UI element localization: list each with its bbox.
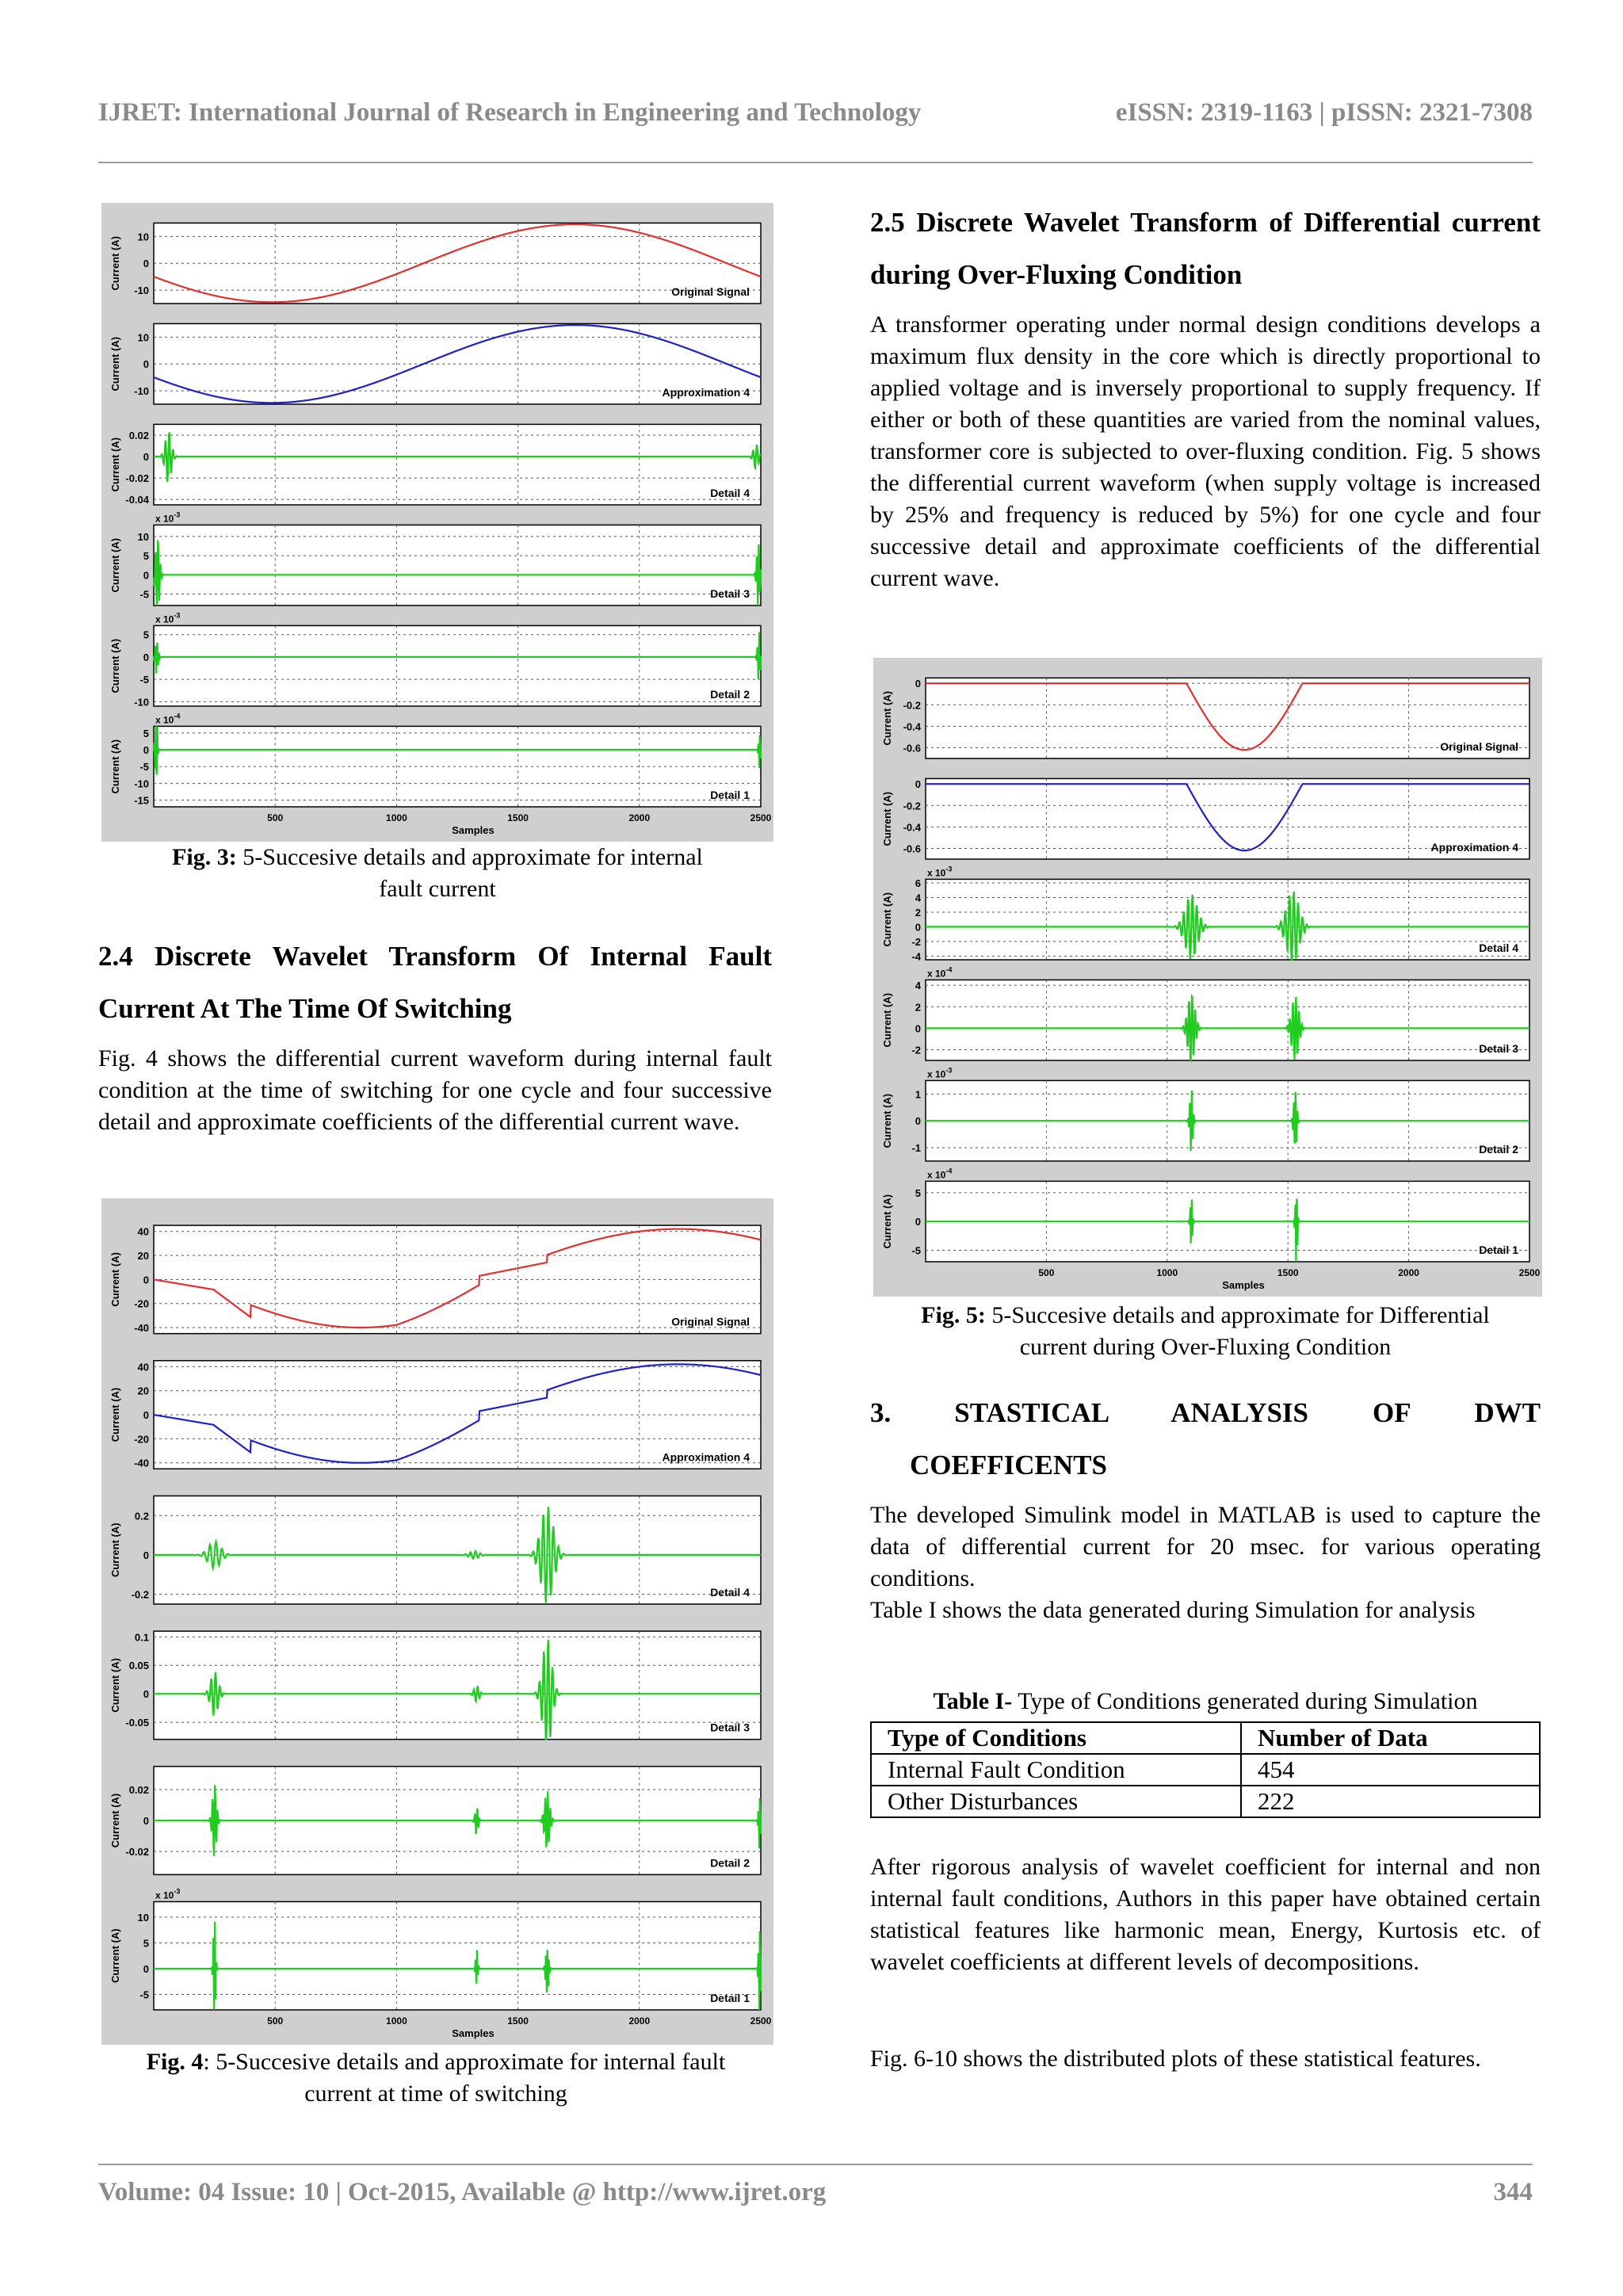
y-tick-label: 0 bbox=[915, 921, 921, 934]
y-tick-label: -10 bbox=[134, 285, 149, 297]
y-axis-label: Current (A) bbox=[109, 1928, 121, 1984]
subplot-5 bbox=[109, 1767, 761, 1875]
y-axis-label: Current (A) bbox=[881, 992, 893, 1048]
y-tick-label: 40 bbox=[137, 1225, 149, 1238]
table-cell: 222 bbox=[1241, 1786, 1540, 1817]
subplot-5 bbox=[109, 611, 761, 708]
y-tick-label: 2 bbox=[915, 1001, 921, 1014]
table-row bbox=[871, 1786, 1540, 1817]
y-tick-label: -2 bbox=[911, 1044, 921, 1056]
fig3-caption-line1: 5-Succesive details and approximate for internal bbox=[236, 844, 703, 870]
table-header-cell: Type of Conditions bbox=[871, 1722, 1241, 1754]
x-tick-label: 2000 bbox=[1398, 1267, 1419, 1278]
section-3-para-1: The developed Simulink model in MATLAB is used to capture the data of differential current for 20 msec. for various operating conditions. bbox=[870, 1502, 1541, 1591]
y-tick-label: 0 bbox=[915, 1115, 921, 1128]
x-tick-label: 2500 bbox=[1518, 1267, 1541, 1278]
y-tick-label: -10 bbox=[134, 777, 149, 790]
panel-label: Approximation 4 bbox=[662, 386, 750, 399]
section-3-para-3: After rigorous analysis of wavelet coefficient for internal and non internal fault conditions, Authors in this paper have obtained certain statistical features like harmonic mean, Energy, Kurtosis etc. of wavelet coefficients at different levels of decompositions. bbox=[870, 1854, 1541, 1975]
section-3-para-4: Fig. 6-10 shows the distributed plots of these statistical features. bbox=[870, 2046, 1481, 2072]
y-tick-label: -20 bbox=[134, 1433, 149, 1446]
y-axis-label: Current (A) bbox=[881, 1194, 893, 1249]
scale-exponent: -3 bbox=[174, 510, 181, 519]
y-tick-label: -2 bbox=[911, 935, 921, 948]
subplot-3 bbox=[109, 424, 761, 506]
scale-factor: x $10^{-4}$ bbox=[927, 965, 953, 980]
y-tick-label: 5 bbox=[143, 550, 149, 563]
panel-label: Detail 3 bbox=[710, 587, 750, 600]
y-tick-label: 6 bbox=[915, 877, 921, 890]
x-tick-label: 1500 bbox=[507, 2015, 529, 2027]
y-tick-label: 10 bbox=[137, 1911, 149, 1924]
y-tick-label: -0.6 bbox=[903, 742, 921, 755]
scale-exponent: -3 bbox=[174, 611, 181, 620]
scale-exponent: -3 bbox=[174, 1887, 181, 1896]
y-tick-label: 0 bbox=[143, 258, 149, 270]
y-tick-label: -20 bbox=[134, 1297, 149, 1310]
x-axis-label: Samples bbox=[452, 2027, 495, 2039]
y-tick-label: 0 bbox=[915, 778, 921, 791]
section-3-number: 3. bbox=[870, 1397, 892, 1428]
scale-factor: x $10^{-4}$ bbox=[155, 712, 181, 726]
page-footer bbox=[98, 2178, 1533, 2207]
y-tick-label: -0.6 bbox=[903, 842, 921, 855]
y-tick-label: 0 bbox=[143, 1409, 149, 1422]
y-tick-label: 0 bbox=[143, 651, 149, 663]
table-cell: 454 bbox=[1241, 1754, 1540, 1786]
section-3-para-2: Table I shows the data generated during Simulation for analysis bbox=[870, 1597, 1476, 1623]
y-tick-label: -0.02 bbox=[125, 472, 149, 485]
scale-factor: x $10^{-3}$ bbox=[155, 611, 181, 625]
y-tick-label: -0.4 bbox=[903, 821, 921, 834]
y-axis-label: Current (A) bbox=[881, 690, 893, 746]
y-tick-label: 20 bbox=[137, 1250, 149, 1263]
y-tick-label: 0 bbox=[143, 569, 149, 582]
subplot-1 bbox=[109, 1225, 761, 1334]
section-3-title-a: STASTICAL ANALYSIS OF DWT bbox=[954, 1397, 1541, 1428]
panel-label: Detail 4 bbox=[1479, 942, 1518, 954]
panel-label: Original Signal bbox=[1440, 740, 1518, 753]
y-tick-label: 10 bbox=[137, 231, 149, 243]
page-number: 344 bbox=[1493, 2178, 1533, 2206]
fig3-caption-line2: fault current bbox=[379, 876, 496, 902]
table-header-cell: Number of Data bbox=[1241, 1722, 1540, 1754]
panel-label: Original Signal bbox=[671, 285, 750, 298]
y-tick-label: 4 bbox=[915, 980, 921, 992]
y-tick-label: 20 bbox=[137, 1385, 149, 1397]
fig4-svg bbox=[101, 1198, 773, 2045]
y-tick-label: 0.1 bbox=[134, 1631, 149, 1644]
panel-label: Detail 4 bbox=[710, 1586, 750, 1599]
y-axis-label: Current (A) bbox=[109, 1658, 121, 1713]
y-tick-label: 0 bbox=[143, 1549, 149, 1561]
fig3-prefix: Fig. 3: bbox=[172, 844, 237, 870]
table-cell: Internal Fault Condition bbox=[871, 1754, 1241, 1786]
page-header bbox=[98, 98, 1533, 138]
panel-label: Detail 2 bbox=[710, 688, 750, 701]
x-tick-label: 500 bbox=[267, 812, 284, 823]
subplot-1 bbox=[881, 678, 1529, 758]
figure-3 bbox=[101, 203, 773, 842]
y-tick-label: -5 bbox=[139, 1988, 149, 2001]
journal-name: IJRET: International Journal of Research in Engineering and Technology bbox=[98, 98, 922, 127]
x-axis-label: Samples bbox=[1222, 1279, 1265, 1291]
x-tick-label: 2500 bbox=[750, 2015, 772, 2027]
y-tick-label: -0.4 bbox=[903, 720, 921, 733]
y-tick-label: -0.05 bbox=[125, 1717, 149, 1729]
y-tick-label: -4 bbox=[911, 950, 921, 963]
y-axis-label: Current (A) bbox=[881, 1093, 893, 1148]
fig5-caption-line2: current during Over-Fluxing Condition bbox=[1019, 1334, 1392, 1360]
fig5-svg bbox=[873, 658, 1542, 1297]
y-tick-label: 0.02 bbox=[128, 1784, 149, 1797]
subplot-2 bbox=[881, 778, 1529, 859]
panel-label: Approximation 4 bbox=[662, 1450, 750, 1464]
scale-exponent: -4 bbox=[945, 965, 953, 974]
scale-factor: x $10^{-3}$ bbox=[155, 1887, 181, 1901]
fig4-caption-line1: : 5-Succesive details and approximate for internal fault bbox=[203, 2049, 726, 2075]
y-tick-label: 5 bbox=[143, 1937, 149, 1950]
y-tick-label: -0.2 bbox=[131, 1588, 149, 1601]
subplot-3 bbox=[881, 865, 1529, 962]
subplot-5 bbox=[881, 1066, 1529, 1161]
x-axis-label: Samples bbox=[452, 824, 495, 836]
y-tick-label: -15 bbox=[134, 794, 149, 807]
y-tick-label: 5 bbox=[143, 727, 149, 739]
scale-factor: x $10^{-3}$ bbox=[155, 510, 181, 525]
y-axis-label: Current (A) bbox=[109, 1793, 121, 1848]
fig5-prefix: Fig. 5: bbox=[921, 1302, 986, 1328]
subplot-3 bbox=[109, 1496, 761, 1604]
section-2-5-body: A transformer operating under normal design conditions develops a maximum flux density in the core which is directly proportional to applied voltage and is inversely proportional to supply frequency. If either or both of these quantities are varied from the nominal values, transformer core is subjected to over-fluxing condition. Fig. 5 shows the differential current waveform (when supply voltage is increased by 25% and frequency is reduced by 5%) for one cycle and four successive detail and approximate coefficients of the differential current wave. bbox=[870, 311, 1541, 591]
y-tick-label: -0.2 bbox=[903, 699, 921, 712]
scale-factor: x $10^{-3}$ bbox=[927, 1066, 953, 1080]
y-axis-label: Current (A) bbox=[109, 1522, 121, 1578]
header-rule bbox=[98, 162, 1533, 163]
subplot-frame bbox=[154, 424, 761, 505]
table-1 bbox=[870, 1721, 1541, 1818]
y-tick-label: -0.02 bbox=[125, 1846, 149, 1859]
subplot-frame bbox=[154, 625, 761, 706]
fig5-caption-line1: 5-Succesive details and approximate for Differential bbox=[985, 1302, 1490, 1328]
x-tick-label: 2000 bbox=[628, 2015, 651, 2027]
y-tick-label: 1 bbox=[915, 1088, 921, 1101]
x-tick-label: 500 bbox=[1038, 1267, 1055, 1278]
fig4-caption-line2: current at time of switching bbox=[304, 2080, 567, 2107]
panel-label: Detail 3 bbox=[710, 1721, 750, 1734]
subplot-frame bbox=[926, 879, 1529, 960]
scale-exponent: -4 bbox=[174, 712, 181, 720]
x-tick-label: 1000 bbox=[386, 812, 407, 823]
section-3-title bbox=[870, 1387, 1541, 1492]
panel-label: Detail 3 bbox=[1479, 1042, 1518, 1055]
scale-exponent: -4 bbox=[945, 1167, 953, 1175]
y-tick-label: 0 bbox=[143, 1962, 149, 1975]
x-tick-label: 1500 bbox=[1277, 1267, 1299, 1278]
y-tick-label: 40 bbox=[137, 1361, 149, 1373]
y-tick-label: 2 bbox=[915, 906, 921, 919]
y-tick-label: 0 bbox=[915, 1216, 921, 1228]
y-tick-label: 4 bbox=[915, 892, 921, 904]
subplot-frame bbox=[154, 1631, 761, 1740]
y-tick-label: -5 bbox=[139, 674, 149, 686]
y-tick-label: 5 bbox=[915, 1186, 921, 1199]
y-tick-label: -40 bbox=[134, 1322, 149, 1335]
subplot-2 bbox=[109, 1361, 761, 1469]
figure-3-caption bbox=[101, 842, 773, 905]
y-tick-label: 10 bbox=[137, 331, 149, 344]
y-tick-label: -10 bbox=[134, 696, 149, 709]
y-tick-label: 10 bbox=[137, 530, 149, 543]
subplot-frame bbox=[154, 1496, 761, 1604]
subplot-frame bbox=[154, 525, 761, 606]
section-3-body bbox=[870, 1499, 1541, 1626]
table-1-caption bbox=[870, 1688, 1541, 1715]
scale-factor: x $10^{-3}$ bbox=[927, 865, 953, 879]
y-axis-label: Current (A) bbox=[109, 1387, 121, 1442]
scale-factor: x $10^{-4}$ bbox=[927, 1167, 953, 1181]
subplot-4 bbox=[109, 1631, 761, 1740]
y-tick-label: 0.2 bbox=[134, 1510, 149, 1522]
y-tick-label: 0 bbox=[143, 744, 149, 757]
subplot-frame bbox=[154, 1901, 761, 2010]
y-axis-label: Current (A) bbox=[109, 235, 121, 291]
y-tick-label: 0 bbox=[915, 1022, 921, 1035]
y-tick-label: 0 bbox=[143, 1815, 149, 1828]
subplot-4 bbox=[881, 965, 1529, 1060]
panel-label: Approximation 4 bbox=[1430, 841, 1518, 854]
x-tick-label: 1000 bbox=[386, 2015, 407, 2027]
subplot-1 bbox=[109, 223, 761, 304]
x-tick-label: 1500 bbox=[507, 812, 529, 823]
x-tick-label: 2500 bbox=[750, 812, 772, 823]
y-tick-label: 0 bbox=[143, 1688, 149, 1701]
footer-volume: Volume: 04 Issue: 10 | Oct-2015, Available @ http://www.ijret.org bbox=[98, 2178, 827, 2206]
y-tick-label: 0 bbox=[143, 451, 149, 464]
y-axis-label: Current (A) bbox=[109, 537, 121, 593]
y-axis-label: Current (A) bbox=[881, 791, 893, 846]
y-axis-label: Current (A) bbox=[109, 437, 121, 492]
issn: eISSN: 2319-1163 | pISSN: 2321-7308 bbox=[1115, 98, 1533, 127]
subplot-6 bbox=[881, 1167, 1541, 1291]
section-2-4-body: Fig. 4 shows the differential current waveform during internal fault condition at the time of switching for one cycle and four successive detail and approximate coefficients of the differential current wave. bbox=[98, 1045, 772, 1135]
section-3-title-b: COEFFICENTS bbox=[910, 1450, 1107, 1480]
y-tick-label: -5 bbox=[139, 761, 149, 774]
y-tick-label: 0 bbox=[143, 1274, 149, 1286]
subplot-6 bbox=[109, 712, 772, 836]
figure-4-caption bbox=[98, 2046, 773, 2110]
panel-label: Detail 4 bbox=[710, 487, 750, 499]
y-tick-label: 0 bbox=[143, 358, 149, 371]
panel-label: Original Signal bbox=[671, 1315, 750, 1328]
figure-4 bbox=[101, 1198, 773, 2045]
table-header-row bbox=[871, 1722, 1540, 1754]
scale-exponent: -3 bbox=[945, 1066, 953, 1075]
x-tick-label: 2000 bbox=[628, 812, 651, 823]
y-tick-label: 0.05 bbox=[128, 1660, 149, 1672]
y-axis-label: Current (A) bbox=[109, 1252, 121, 1307]
y-axis-label: Current (A) bbox=[109, 336, 121, 392]
fig3-svg bbox=[101, 203, 773, 842]
subplot-frame bbox=[926, 678, 1529, 758]
y-tick-label: -0.2 bbox=[903, 800, 921, 812]
footer-rule bbox=[98, 2164, 1533, 2165]
panel-label: Detail 1 bbox=[1479, 1244, 1518, 1256]
y-tick-label: 0.02 bbox=[128, 429, 149, 441]
subplot-6 bbox=[109, 1887, 772, 2039]
table-row bbox=[871, 1754, 1540, 1786]
panel-label: Detail 1 bbox=[710, 789, 750, 801]
subplot-frame bbox=[926, 980, 1529, 1060]
figure-5 bbox=[873, 658, 1542, 1297]
x-tick-label: 500 bbox=[267, 2015, 284, 2027]
y-tick-label: -10 bbox=[134, 385, 149, 398]
y-tick-label: -5 bbox=[139, 588, 149, 601]
table-1-caption-text: Type of Conditions generated during Simulation bbox=[1012, 1688, 1478, 1714]
panel-label: Detail 2 bbox=[1479, 1143, 1518, 1156]
subplot-4 bbox=[109, 510, 761, 606]
section-2-5-title: 2.5 Discrete Wavelet Transform of Differential current during Over-Fluxing Condition bbox=[870, 207, 1541, 290]
figure-5-caption bbox=[870, 1300, 1541, 1363]
y-tick-label: -5 bbox=[911, 1244, 921, 1257]
table-cell: Other Disturbances bbox=[871, 1786, 1241, 1817]
scale-exponent: -3 bbox=[945, 865, 953, 873]
y-tick-label: 0 bbox=[915, 678, 921, 690]
y-axis-label: Current (A) bbox=[109, 739, 121, 794]
table-1-caption-prefix: Table I- bbox=[933, 1688, 1013, 1714]
y-axis-label: Current (A) bbox=[109, 638, 121, 693]
panel-label: Detail 1 bbox=[710, 1992, 750, 2004]
y-tick-label: -1 bbox=[911, 1142, 921, 1155]
panel-label: Detail 2 bbox=[710, 1856, 750, 1870]
fig4-prefix: Fig. 4 bbox=[146, 2049, 204, 2075]
y-axis-label: Current (A) bbox=[881, 892, 893, 947]
subplot-2 bbox=[109, 323, 761, 404]
y-tick-label: -40 bbox=[134, 1457, 149, 1469]
section-2-4-title: 2.4 Discrete Wavelet Transform Of Internal Fault Current At The Time Of Switching bbox=[98, 941, 772, 1024]
x-tick-label: 1000 bbox=[1156, 1267, 1178, 1278]
y-tick-label: 5 bbox=[143, 628, 149, 641]
y-tick-label: -0.04 bbox=[125, 494, 149, 506]
